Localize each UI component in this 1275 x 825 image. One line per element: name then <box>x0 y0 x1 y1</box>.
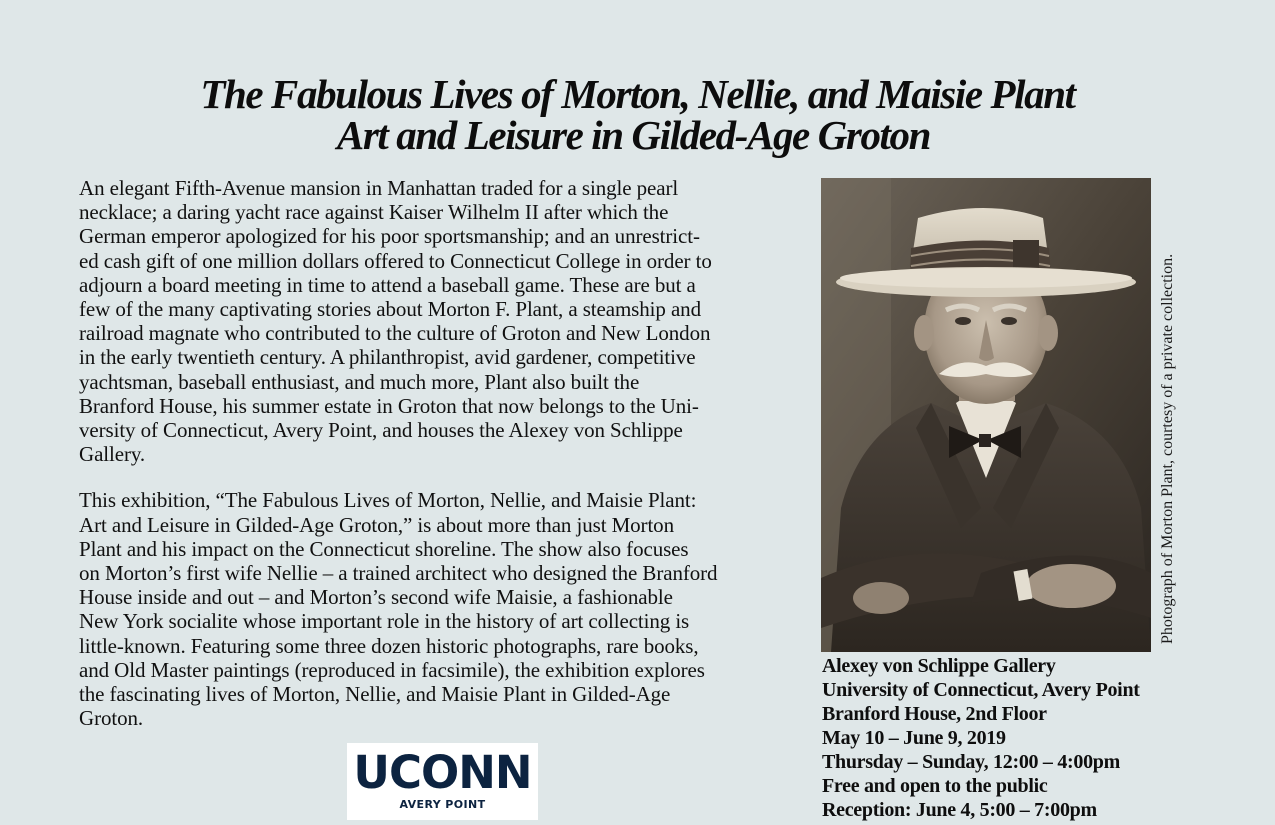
photo-credit <box>1153 184 1183 644</box>
portrait-illustration <box>821 178 1151 652</box>
paragraph-line: in the early twentieth century. A philanthropist, avid gardener, competitive <box>79 345 696 370</box>
paragraph-line: Groton. <box>79 706 144 731</box>
opening-hours: Thursday – Sunday, 12:00 – 4:00pm <box>822 751 1120 773</box>
title-line-1: The Fabulous Lives of Morton, Nellie, and Maisie Plant <box>200 71 1075 117</box>
gallery-name: Alexey von Schlippe Gallery <box>822 655 1056 677</box>
paragraph-line: Gallery. <box>79 442 146 467</box>
paragraph-line: few of the many captivating stories about Morton F. Plant, a steamship and <box>79 297 701 322</box>
paragraph-line: ed cash gift of one million dollars offered to Connecticut College in order to <box>79 248 712 273</box>
description-paragraph-2 <box>79 488 809 730</box>
description-column <box>79 176 809 730</box>
paragraph-line: Art and Leisure in Gilded-Age Groton,” is about more than just Morton <box>79 512 674 537</box>
university-name: University of Connecticut, Avery Point <box>822 679 1140 701</box>
exhibition-info <box>822 654 1242 822</box>
paragraph-line: and Old Master paintings (reproduced in facsimile), the exhibition explores <box>79 657 705 682</box>
uconn-avery-point-logo <box>347 743 538 820</box>
paragraph-line: An elegant Fifth-Avenue mansion in Manhattan traded for a single pearl <box>79 176 679 200</box>
logo-wordmark: UCONN <box>353 746 532 799</box>
paragraph-line: This exhibition, “The Fabulous Lives of Morton, Nellie, and Maisie Plant: <box>79 488 697 513</box>
paragraph-line: House inside and out – and Morton’s second wife Maisie, a fashionable <box>79 585 673 610</box>
paragraph-line: German emperor apologized for his poor sportsmanship; and an unrestrict- <box>79 224 700 249</box>
logo-subtitle: AVERY POINT <box>399 798 486 811</box>
paragraph-line: necklace; a daring yacht race against Kaiser Wilhelm II after which the <box>79 200 669 225</box>
paragraph-line: Branford House, his summer estate in Groton that now belongs to the Uni- <box>79 393 699 418</box>
paragraph-line: Plant and his impact on the Connecticut shoreline. The show also focuses <box>79 536 689 561</box>
paragraph-line: adjourn a board meeting in time to attend a baseball game. These are but a <box>79 272 696 297</box>
paragraph-line: yachtsman, baseball enthusiast, and much more, Plant also built the <box>79 369 640 394</box>
title-line-2: Art and Leisure in Gilded-Age Groton <box>336 112 931 158</box>
exhibition-title <box>0 71 1275 158</box>
paragraph-line: the fascinating lives of Morton, Nellie, and Maisie Plant in Gilded-Age <box>79 682 671 707</box>
morton-plant-photograph <box>821 178 1151 652</box>
paragraph-line: railroad magnate who contributed to the culture of Groton and New London <box>79 321 711 346</box>
paragraph-line: on Morton’s first wife Nellie – a trained architect who designed the Branford <box>79 561 718 586</box>
exhibition-dates: May 10 – June 9, 2019 <box>822 727 1006 749</box>
paragraph-line: versity of Connecticut, Avery Point, and houses the Alexey von Schlippe <box>79 418 683 443</box>
paragraph-line: little-known. Featuring some three dozen historic photographs, rare books, <box>79 633 699 658</box>
reception-info: Reception: June 4, 5:00 – 7:00pm <box>822 799 1097 821</box>
admission-info: Free and open to the public <box>822 775 1048 797</box>
description-paragraph-1 <box>79 176 809 466</box>
venue-location: Branford House, 2nd Floor <box>822 703 1047 725</box>
paragraph-line: New York socialite whose important role in the history of art collecting is <box>79 609 690 634</box>
photo-credit-text: Photograph of Morton Plant, courtesy of a private collection. <box>1159 253 1176 644</box>
